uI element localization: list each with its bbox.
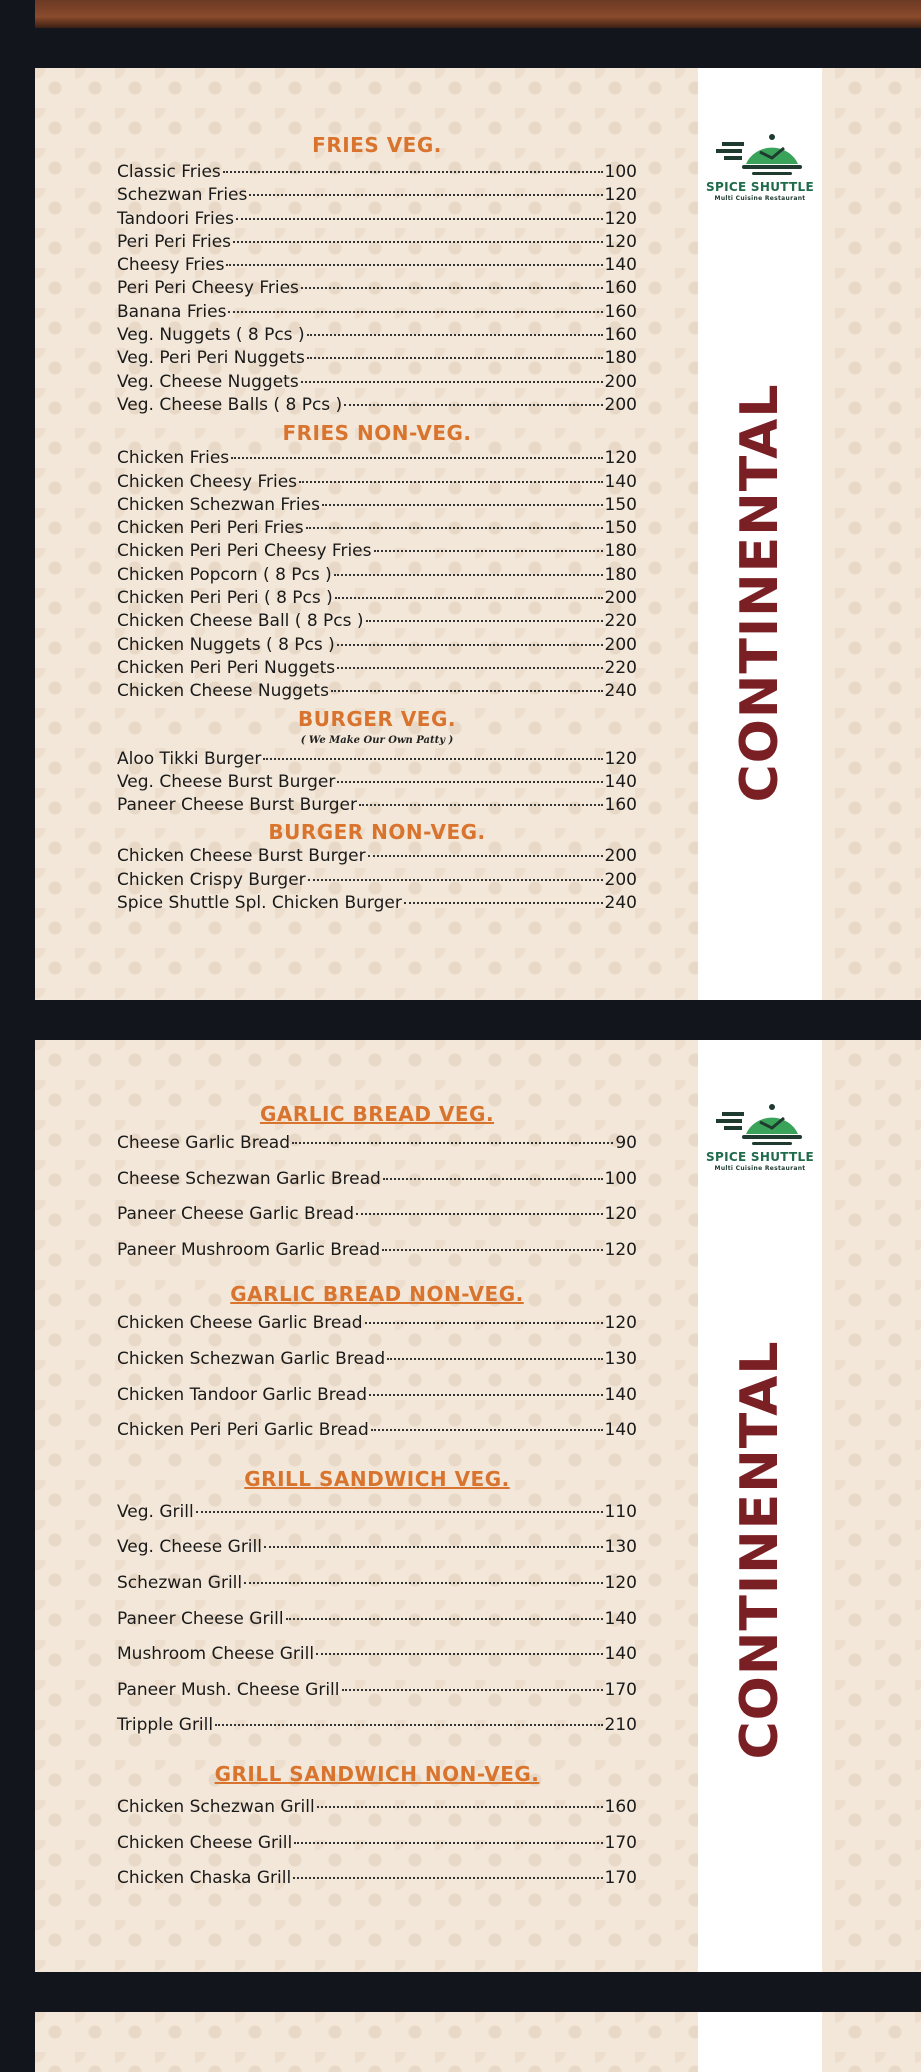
item-price: 120 bbox=[604, 1239, 637, 1260]
menu-item bbox=[117, 1133, 637, 1169]
menu-item bbox=[117, 1240, 637, 1276]
restaurant-logo bbox=[698, 128, 822, 202]
menu-page-3 bbox=[35, 2012, 921, 2072]
leader-dots bbox=[317, 1806, 603, 1808]
item-name: Chicken Peri Peri ( 8 Pcs ) bbox=[117, 588, 333, 609]
leader-dots bbox=[404, 902, 603, 904]
item-name: Veg. Grill bbox=[117, 1501, 194, 1522]
item-name: Chicken Cheese Grill bbox=[117, 1832, 293, 1853]
item-price: 160 bbox=[604, 278, 637, 299]
leader-dots bbox=[301, 287, 603, 289]
item-price: 180 bbox=[604, 348, 637, 369]
category-title-text: CONTINENTAL bbox=[730, 1340, 790, 1760]
item-name: Cheese Garlic Bread bbox=[117, 1133, 291, 1153]
item-name: Chicken Peri Peri Nuggets bbox=[117, 657, 336, 678]
menu-item bbox=[117, 772, 637, 795]
item-list-grill-sandwich-non-veg bbox=[117, 1797, 637, 1904]
leader-dots bbox=[226, 264, 602, 266]
menu-item bbox=[117, 1644, 637, 1680]
brand-name: SPICE SHUTTLE bbox=[706, 1150, 814, 1164]
menu-item bbox=[117, 1833, 637, 1869]
item-name: Cheese Schezwan Garlic Bread bbox=[117, 1168, 381, 1189]
menu-item bbox=[117, 278, 637, 301]
item-price: 120 bbox=[604, 185, 637, 206]
leader-dots bbox=[382, 1249, 602, 1251]
menu-item bbox=[117, 1385, 637, 1421]
item-name: Peri Peri Cheesy Fries bbox=[117, 278, 299, 299]
leader-dots bbox=[249, 194, 602, 196]
menu-item bbox=[117, 372, 637, 395]
menu-item bbox=[117, 588, 637, 611]
item-name: Mushroom Cheese Grill bbox=[117, 1644, 315, 1665]
leader-dots bbox=[337, 644, 603, 646]
leader-dots bbox=[236, 218, 603, 220]
menu-item bbox=[117, 681, 637, 704]
leader-dots bbox=[337, 781, 602, 783]
item-price: 120 bbox=[604, 1572, 637, 1593]
item-name: Chicken Cheese Nuggets bbox=[117, 681, 329, 702]
item-name: Chicken Popcorn ( 8 Pcs ) bbox=[117, 564, 332, 585]
menu-item bbox=[117, 1313, 637, 1349]
item-price: 160 bbox=[604, 301, 637, 322]
leader-dots bbox=[307, 357, 603, 359]
item-name: Spice Shuttle Spl. Chicken Burger bbox=[117, 893, 402, 914]
menu-item bbox=[117, 1537, 637, 1573]
item-price: 120 bbox=[604, 208, 637, 229]
menu-item bbox=[117, 749, 637, 772]
menu-item bbox=[117, 162, 637, 185]
item-name: Chicken Schezwan Grill bbox=[117, 1796, 315, 1817]
menu-item bbox=[117, 325, 637, 348]
leader-dots bbox=[215, 1724, 602, 1726]
leader-dots bbox=[344, 404, 602, 406]
item-name: Classic Fries bbox=[117, 162, 221, 182]
item-price: 210 bbox=[604, 1715, 637, 1736]
leader-dots bbox=[335, 597, 603, 599]
brand-name: SPICE SHUTTLE bbox=[706, 180, 814, 194]
leader-dots bbox=[293, 1877, 602, 1879]
menu-item bbox=[117, 541, 637, 564]
item-price: 240 bbox=[604, 681, 637, 702]
menu-item bbox=[117, 846, 637, 869]
leader-dots bbox=[223, 171, 603, 173]
item-name: Chicken Peri Peri Garlic Bread bbox=[117, 1420, 369, 1441]
item-name: Chicken Chaska Grill bbox=[117, 1868, 292, 1889]
menu-item bbox=[117, 472, 637, 495]
item-list-garlic-bread-non-veg bbox=[117, 1313, 637, 1455]
menu-content bbox=[117, 128, 637, 916]
leader-dots bbox=[294, 1842, 602, 1844]
item-name: Veg. Nuggets ( 8 Pcs ) bbox=[117, 325, 305, 346]
item-price: 150 bbox=[604, 494, 637, 515]
menu-item bbox=[117, 232, 637, 255]
brand-sidebar bbox=[698, 68, 822, 1000]
menu-item bbox=[117, 448, 637, 471]
section-title-fries-veg: FRIES VEG. bbox=[312, 133, 442, 157]
patty-note: ( We Make Our Own Patty ) bbox=[300, 734, 454, 746]
menu-item bbox=[117, 495, 637, 518]
item-price: 140 bbox=[604, 771, 637, 792]
section-title-burger-veg: BURGER VEG. bbox=[298, 706, 456, 731]
menu-item bbox=[117, 209, 637, 232]
item-name: Paneer Mush. Cheese Grill bbox=[117, 1679, 340, 1700]
menu-item bbox=[117, 1502, 637, 1538]
menu-page-1 bbox=[35, 68, 921, 1000]
menu-item bbox=[117, 611, 637, 634]
item-price: 150 bbox=[604, 518, 637, 539]
item-price: 110 bbox=[604, 1501, 637, 1522]
leader-dots bbox=[387, 1358, 602, 1360]
leader-dots bbox=[359, 804, 603, 806]
item-name: Veg. Cheese Balls ( 8 Pcs ) bbox=[117, 394, 343, 415]
menu-item bbox=[117, 795, 637, 818]
menu-item bbox=[117, 1420, 637, 1456]
item-name: Banana Fries bbox=[117, 301, 227, 322]
item-name: Chicken Cheese Garlic Bread bbox=[117, 1313, 363, 1334]
menu-item bbox=[117, 302, 637, 325]
leader-dots bbox=[383, 1178, 603, 1180]
item-price: 130 bbox=[604, 1537, 637, 1558]
leader-dots bbox=[334, 574, 603, 576]
item-name: Veg. Cheese Grill bbox=[117, 1537, 262, 1558]
item-name: Chicken Schezwan Garlic Bread bbox=[117, 1348, 386, 1369]
brand-sidebar bbox=[698, 2012, 822, 2072]
item-name: Tandoori Fries bbox=[117, 208, 235, 229]
leader-dots bbox=[264, 1546, 603, 1548]
item-name: Veg. Peri Peri Nuggets bbox=[117, 348, 305, 369]
item-price: 220 bbox=[604, 657, 637, 678]
cloche-logo-icon bbox=[712, 128, 808, 178]
leader-dots bbox=[322, 504, 603, 506]
item-name: Paneer Mushroom Garlic Bread bbox=[117, 1239, 381, 1260]
item-price: 240 bbox=[604, 893, 637, 914]
menu-item bbox=[117, 1868, 637, 1904]
leader-dots bbox=[356, 1213, 603, 1215]
item-name: Cheesy Fries bbox=[117, 255, 225, 276]
item-list-fries-veg bbox=[117, 162, 637, 418]
item-price: 180 bbox=[604, 564, 637, 585]
item-price: 140 bbox=[604, 1420, 637, 1441]
brand-tagline: Multi Cuisine Restaurant bbox=[714, 1165, 806, 1172]
item-price: 140 bbox=[604, 1384, 637, 1405]
item-price: 130 bbox=[604, 1348, 637, 1369]
leader-dots bbox=[231, 457, 602, 459]
leader-dots bbox=[292, 1142, 613, 1144]
leader-dots bbox=[307, 334, 603, 336]
section-title-burger-non-veg: BURGER NON-VEG. bbox=[268, 820, 486, 845]
item-price: 170 bbox=[604, 1868, 637, 1889]
item-name: Chicken Nuggets ( 8 Pcs ) bbox=[117, 634, 335, 655]
item-price: 100 bbox=[604, 1168, 637, 1189]
item-name: Aloo Tikki Burger bbox=[117, 748, 262, 769]
menu-item bbox=[117, 870, 637, 893]
leader-dots bbox=[301, 381, 603, 383]
menu-item bbox=[117, 658, 637, 681]
leader-dots bbox=[374, 550, 603, 552]
leader-dots bbox=[371, 1429, 603, 1431]
item-price: 200 bbox=[604, 588, 637, 609]
menu-item bbox=[117, 1204, 637, 1240]
item-price: 120 bbox=[604, 1204, 637, 1225]
item-price: 200 bbox=[604, 634, 637, 655]
item-name: Chicken Schezwan Fries bbox=[117, 494, 320, 515]
menu-item bbox=[117, 893, 637, 916]
section-title-grill-sandwich-non-veg: GRILL SANDWICH NON-VEG. bbox=[214, 1761, 540, 1786]
item-name: Tripple Grill bbox=[117, 1715, 214, 1736]
leader-dots bbox=[369, 1394, 602, 1396]
item-name: Paneer Cheese Garlic Bread bbox=[117, 1204, 354, 1225]
brand-sidebar bbox=[698, 1040, 822, 1972]
leader-dots bbox=[228, 311, 602, 313]
leader-dots bbox=[366, 620, 603, 622]
item-price: 170 bbox=[604, 1832, 637, 1853]
section-title-garlic-bread-non-veg: GARLIC BREAD NON-VEG. bbox=[230, 1282, 524, 1307]
brand-tagline: Multi Cuisine Restaurant bbox=[714, 195, 806, 202]
item-price: 140 bbox=[604, 1644, 637, 1665]
cloche-logo-icon bbox=[712, 1098, 808, 1148]
item-list-fries-non-veg bbox=[117, 448, 637, 704]
menu-item bbox=[117, 1349, 637, 1385]
restaurant-logo bbox=[698, 1098, 822, 1172]
leader-dots bbox=[263, 758, 602, 760]
item-price: 90 bbox=[615, 1133, 637, 1153]
item-name: Veg. Cheese Burst Burger bbox=[117, 771, 336, 792]
menu-item bbox=[117, 635, 637, 658]
item-price: 140 bbox=[604, 1608, 637, 1629]
menu-item bbox=[117, 1680, 637, 1716]
item-price: 120 bbox=[604, 748, 637, 769]
item-price: 140 bbox=[604, 255, 637, 276]
category-title-text: CONTINENTAL bbox=[730, 383, 790, 803]
item-price: 200 bbox=[604, 371, 637, 392]
item-price: 200 bbox=[604, 394, 637, 415]
item-name: Chicken Cheesy Fries bbox=[117, 471, 298, 492]
item-list-burger-non-veg bbox=[117, 846, 637, 916]
menu-item bbox=[117, 1797, 637, 1833]
item-name: Chicken Cheese Burst Burger bbox=[117, 846, 366, 867]
menu-item bbox=[117, 185, 637, 208]
item-name: Peri Peri Fries bbox=[117, 231, 232, 252]
item-name: Chicken Fries bbox=[117, 448, 230, 469]
menu-item bbox=[117, 1573, 637, 1609]
item-list-burger-veg bbox=[117, 749, 637, 819]
menu-item bbox=[117, 1609, 637, 1645]
item-price: 180 bbox=[604, 541, 637, 562]
menu-content bbox=[117, 1095, 637, 1904]
menu-item bbox=[117, 348, 637, 371]
item-name: Paneer Cheese Burst Burger bbox=[117, 795, 357, 816]
leader-dots bbox=[365, 1322, 603, 1324]
leader-dots bbox=[342, 1689, 603, 1691]
item-price: 120 bbox=[604, 1313, 637, 1334]
leader-dots bbox=[196, 1511, 603, 1513]
section-title-grill-sandwich-veg: GRILL SANDWICH VEG. bbox=[244, 1466, 510, 1491]
item-price: 120 bbox=[604, 231, 637, 252]
leader-dots bbox=[306, 527, 603, 529]
item-list-grill-sandwich-veg bbox=[117, 1502, 637, 1751]
leader-dots bbox=[368, 855, 603, 857]
leader-dots bbox=[337, 667, 602, 669]
menu-item bbox=[117, 1169, 637, 1205]
item-price: 160 bbox=[604, 325, 637, 346]
item-price: 220 bbox=[604, 611, 637, 632]
section-title-garlic-bread-veg: GARLIC BREAD VEG. bbox=[259, 1102, 495, 1126]
item-price: 160 bbox=[604, 1796, 637, 1817]
menu-item bbox=[117, 1715, 637, 1751]
item-price: 140 bbox=[604, 471, 637, 492]
item-price: 200 bbox=[604, 869, 637, 890]
item-name: Chicken Tandoor Garlic Bread bbox=[117, 1384, 368, 1405]
item-price: 100 bbox=[604, 162, 637, 182]
item-name: Paneer Cheese Grill bbox=[117, 1608, 284, 1629]
item-name: Chicken Crispy Burger bbox=[117, 869, 306, 890]
item-name: Chicken Peri Peri Fries bbox=[117, 518, 304, 539]
section-title-fries-non-veg: FRIES NON-VEG. bbox=[282, 421, 472, 446]
leader-dots bbox=[308, 879, 603, 881]
item-name: Chicken Peri Peri Cheesy Fries bbox=[117, 541, 372, 562]
leader-dots bbox=[244, 1582, 602, 1584]
item-name: Veg. Cheese Nuggets bbox=[117, 371, 299, 392]
leader-dots bbox=[316, 1653, 602, 1655]
leader-dots bbox=[286, 1618, 603, 1620]
menu-item bbox=[117, 518, 637, 541]
menu-item bbox=[117, 565, 637, 588]
item-price: 170 bbox=[604, 1679, 637, 1700]
item-name: Schezwan Fries bbox=[117, 185, 248, 206]
leader-dots bbox=[331, 690, 603, 692]
item-price: 200 bbox=[604, 846, 637, 867]
menu-item bbox=[117, 395, 637, 418]
item-list-garlic-bread-veg bbox=[117, 1133, 637, 1275]
leader-dots bbox=[299, 481, 603, 483]
leader-dots bbox=[233, 241, 603, 243]
menu-page-2 bbox=[35, 1040, 921, 1972]
previous-page-edge bbox=[35, 0, 921, 28]
item-name: Chicken Cheese Ball ( 8 Pcs ) bbox=[117, 611, 364, 632]
item-price: 120 bbox=[604, 448, 637, 469]
item-name: Schezwan Grill bbox=[117, 1572, 243, 1593]
menu-item bbox=[117, 255, 637, 278]
item-price: 160 bbox=[604, 795, 637, 816]
